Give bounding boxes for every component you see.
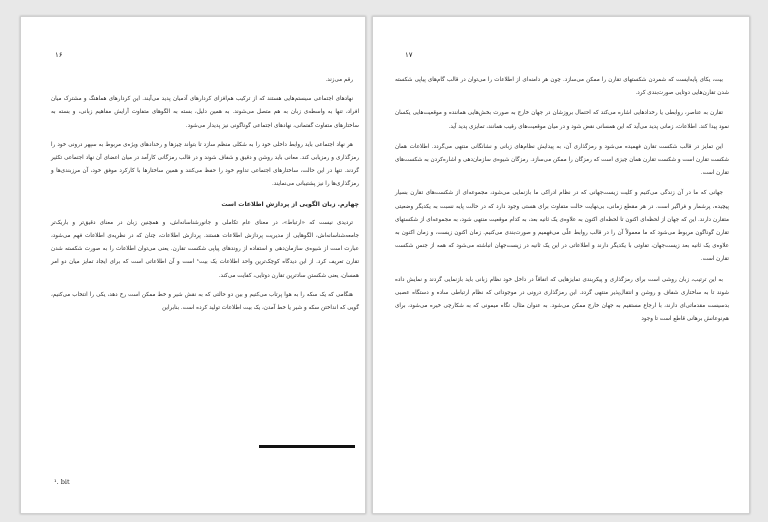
page-right	[372, 16, 750, 514]
footnote-separator	[259, 445, 355, 448]
paragraph: به این ترتیب، زبان روشی است برای رمزگذاری و پیکربندی تمایزهایی که اتفاقاً در داخل خود نظام زبانی باید بازنمایی گردند و نمایش داده شوند تا به ساختاری شفاف و روشن و انتقال‌پذیر منتهی گردد. این رمزگذاری درونی در موجوداتی که نظام ارتباطی ساده و دستگاه عصبی بدسیست مقدماتی‌ای دارند، با ارجاع مستقیم به جهان خارج ممکن می‌شود. به عنوان مثال، نگاه میمونی که به شکارچی خیره می‌شود، برای هم‌نوعانش برهانی قاطع است تا وجود	[395, 276, 729, 323]
paragraph: بیت، یکای پایه‌ایست که شمردن شکستهای تقارن را ممکن می‌سازد. چون هر دامنه‌ای از اطلاعات را می‌توان در قالب گام‌های پیاپی شکسته شدن تقارن‌هایی دوتایی صورت‌بندی کرد.	[395, 77, 729, 97]
paragraph: تقارن به عناصر، روابطی یا رخدادهایی اشاره می‌کند که احتمال بروزشان در جهان خارج به صورت بخش‌هایی هماننده و موقعیت‌هایی یکسان نمود پیدا کند. اطلاعات، زمانی پدید می‌آید که این همسانی نقض شود و در میان موقعیت‌های رقیب همانند، تمایزی پدید آید.	[395, 110, 729, 130]
paragraph: این تمایز در قالب شکست تقارن فهمیده می‌شود و رمزگذاری آن، به پیدایش نظام‌های زبانی و نشانگانی منتهی می‌گردد. اطلاعات همان شکست تقارن است و شکست تقارن همان چیزی است که رمزگان را ممکن می‌سازد. رمزگان شیوه‌ی سازمان‌دهی و اشاره‌کردن به شکست‌های تقارن است.	[395, 143, 729, 177]
footnote: ¹. bit	[54, 478, 70, 486]
paragraph: رقم می‌زند.	[325, 77, 353, 83]
page-left	[20, 16, 366, 514]
paragraph: تردیدی نیست که «ارتباط»، در معنای عام تکاملی و جانورشناسانه‌اش، و همچنین زبان در معنای دقیق‌تر و باریک‌تر جامعه‌شناسانه‌اش، الگوهایی از مدیریت پردازش اطلاعات هستند. پردازش اطلاعات، چنان که در نظریه‌ی اطلاعات فهم می‌شود، عبارت است از شیوه‌ی سازمان‌دهی و استفاده از روندهای پیاپی شکست تقارن. یعنی می‌توان اطلاعات را به صورت شکسته شدن تقارن تعریف کرد. از این دیدگاه کوچک‌ترین واحد اطلاعات یک بیت¹ است و آن اطلاعاتی است که برای ایجاد تمایز میان دو امر همسان، یعنی شکستن سادترین تقارن دوتایی، کفایت می‌کند.	[51, 219, 359, 279]
page-body	[51, 74, 359, 321]
page-body	[395, 74, 729, 333]
paragraph: هنگامی که یک سکه را به هوا پرتاب می‌کنیم و بین دو حالتی که به نقش شیر و خط ممکن است رخ دهد، یکی را انتخاب می‌کنیم، گویی که انداختن سکه و شیر یا خط آمدن، یک بیت اطلاعات تولید کرده است. بنابراین	[51, 291, 359, 312]
paragraph: نهادهای اجتماعی سیستم‌هایی هستند که از ترکیب هم‌افزای کردارهای آدمیان پدید می‌آیند. این کردارهای هماهنگ و مشترک میان افراد، تنها به واسطه‌ی زبان به هم متصل می‌شوند. به همین دلیل، بسته به الگوهای متفاوت آرایش مفاهیم زبانی، و بسته به ساختارهای متفاوت گفتمانی، نهادهای اجتماعی گوناگونی نیز پدیدار می‌شود.	[51, 96, 359, 129]
paragraph: هر نهاد اجتماعی باید روابط داخلی خود را به شکلی منظم سازد تا بتواند چیزها و رخدادهای ویژه‌ی مربوط به سپهر درونی خود را رمزگذاری و رمزیابی کند. معانی باید روشن و دقیق و شفاف شوند و در قالب رمزگانی کارآمد در میان اعضای آن نهاد اجتماعی تکثیر گردند. تنها در این حالت، ساختارهای اجتماعی تداوم خود را حفظ می‌کنند و همین ساختارها با کارکرد موفق خود، آن مرزبندی‌ها و رمزگذاری‌ها را نیز پشتیبانی می‌نمایند.	[51, 141, 359, 188]
page-number: ۱۶	[55, 51, 63, 59]
page-number: ۱۷	[405, 51, 413, 59]
paragraph: جهانی که ما در آن زندگی می‌کنیم و کلیت زیست‌جهانی که در نظام ادراکی ما بازنمایی می‌شود، مجموعه‌ای از شکست‌های تقارن بسیار پیچیده، پرشمار و فراگیر است. در هر مقطع زمانی، بی‌نهایت حالت متفاوت برای هستی وجود دارد که در حالت پایه نسبت به یکدیگر وضعیتی متقارن دارند. این که جهان از لحظه‌ای اکنون تا لحظه‌ای اکنون به علاوه‌ی یک ثانیه بعد، به کدام موقعیت منتهی شود، به مجموعه‌ای از شکستهای تقارن گوناگون مربوط می‌شود که ما معمولاً آن را در قالب روابط علّی می‌فهمیم و صورت‌بندی می‌کنیم. زمان اکنون زیست، و زمان اکنون به علاوه‌ی یک ثانیه بعد زیست‌جهان، تفاوتی با یکدیگر دارند و اطلاعاتی در این یک ثانیه در زیست‌جهان انباشته می‌شود که همه از جنس شکست تقارن است.	[395, 190, 729, 263]
section-heading: چهارم. زبان الگویی از پردازش اطلاعات است	[221, 200, 359, 208]
